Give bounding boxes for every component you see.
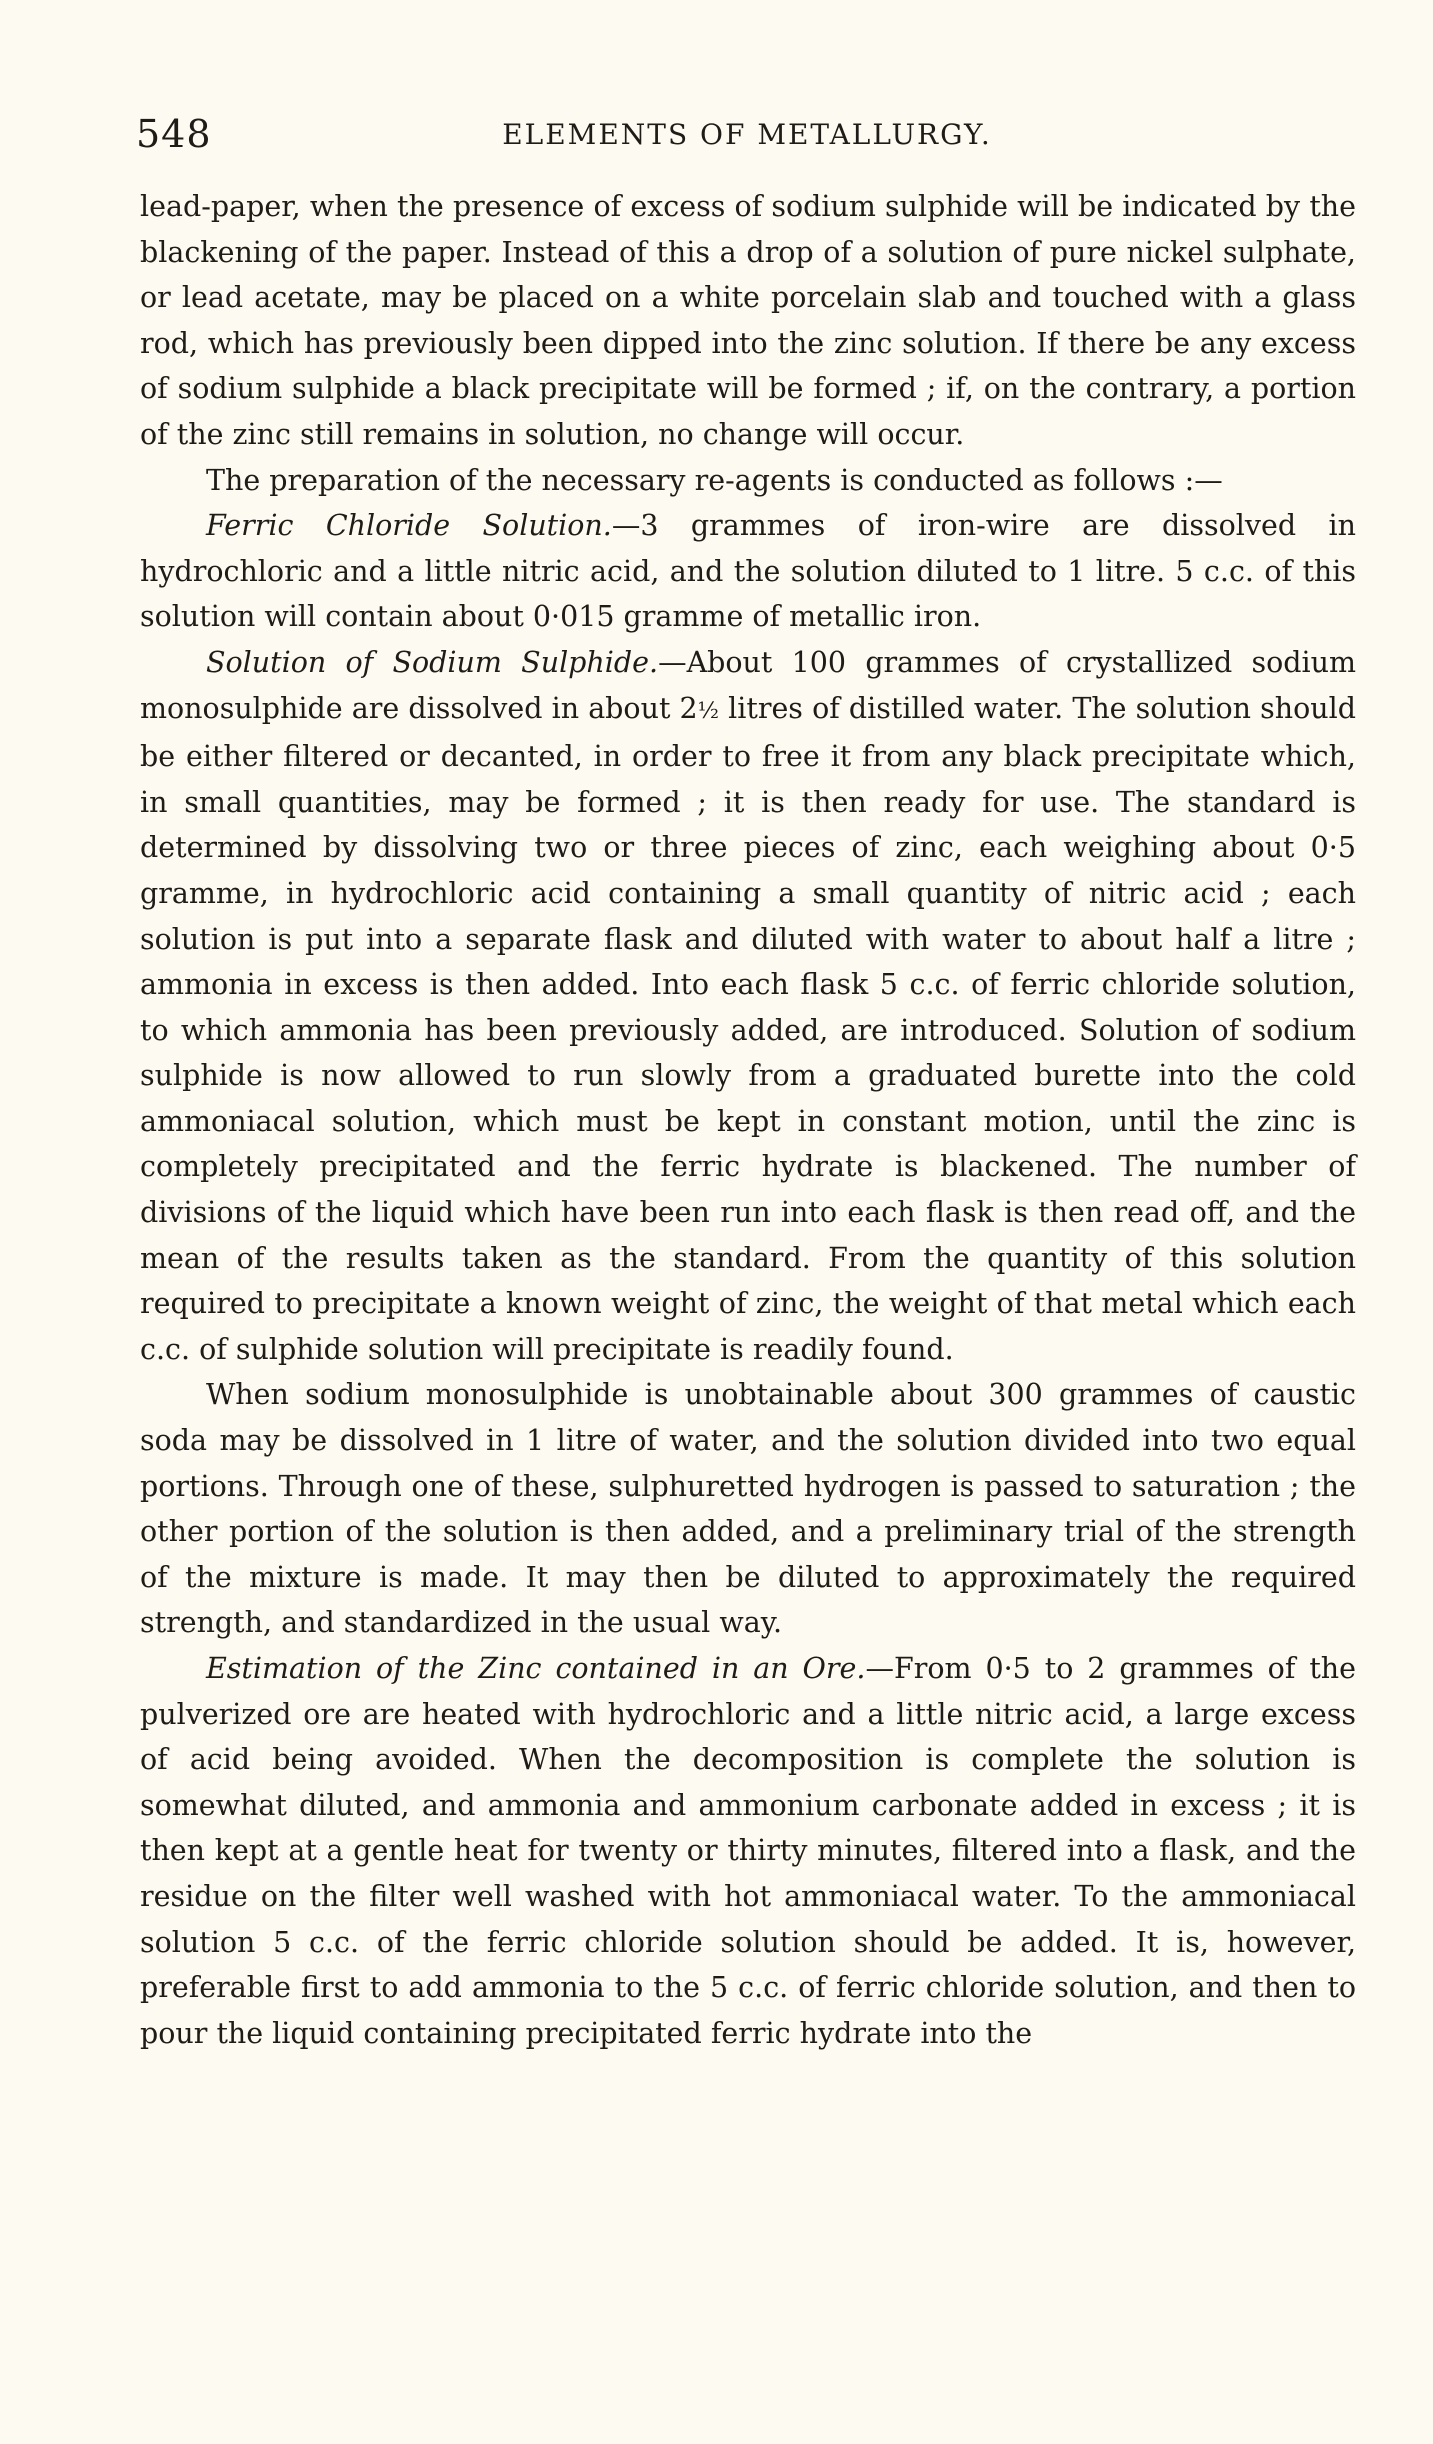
paragraph-text: When sodium monosulphide is unobtainable about 300 grammes of caustic soda may be dissolved in 1 litre of water, and the solution divided into two equal portions. Through one of these, sulphuretted hydrogen is passed to saturation ; the other portion of the solution is then added, and a preliminary trial of the strength of the mixture is made. It may then be diluted to approximately the required strength, and standardized in the usual way. xyxy=(140,1378,1356,1640)
section-heading: Estimation of the Zinc contained in an Ore. xyxy=(206,1652,866,1685)
paragraph-monosulphide-alternative xyxy=(140,1372,1356,1646)
paragraph-text: —About 100 grammes of crystallized sodium monosulphide are dissolved in about 2 xyxy=(140,645,1356,725)
page-header xyxy=(136,112,1358,162)
fraction: ½ xyxy=(697,698,719,724)
paragraph-reagents-intro xyxy=(140,458,1356,504)
paragraph-text: The preparation of the necessary re-agents is conducted as follows :— xyxy=(206,463,1223,497)
paragraph-text: —From 0·5 to 2 grammes of the pulverized ore are heated with hydrochloric and a little nitric acid, a large excess of acid being avoided. When the decomposition is complete the solution is somewhat diluted, and ammonia and ammonium carbonate added in excess ; it is then kept at a gentle heat for twenty or thirty minutes, filtered into a flask, and the residue on the filter well washed with hot ammoniacal water. To the ammoniacal solution 5 c.c. of the ferric chloride solution should be added. It is, however, preferable first to add ammonia to the 5 c.c. of ferric chloride solution, and then to pour the liquid containing precipitated ferric hydrate into the xyxy=(140,1652,1356,2050)
page-number: 548 xyxy=(136,112,212,156)
paragraph-zinc-estimation xyxy=(140,1646,1356,2056)
paragraph-continuation xyxy=(140,184,1356,458)
paragraph-text: litres of distilled water. The solution should be either filtered or decanted, in order to free it from any black precipitate which, in small quantities, may be formed ; it is then ready for use. The standard is determined by dissolving two or three pieces of zinc, each weighing about 0·5 gramme, in hydrochloric acid containing a small quantity of nitric acid ; each solution is put into a separate flask and diluted with water to about half a litre ; ammonia in excess is then added. Into each flask 5 c.c. of ferric chloride solution, to which ammonia has been previously added, are introduced. Solution of sodium sulphide is now allowed to run slowly from a graduated burette into the cold ammoniacal solution, which must be kept in constant motion, until the zinc is completely precipitated and the ferric hydrate is blackened. The number of divisions of the liquid which have been run into each flask is then read off, and the mean of the results taken as the standard. From the quantity of this solution required to precipitate a known weight of zinc, the weight of that metal which each c.c. of sulphide solution will precipitate is readily found. xyxy=(140,691,1357,1366)
paragraph-text: —3 grammes of iron-wire are dissolved in hydrochloric and a little nitric acid, and the solution diluted to 1 litre. 5 c.c. of this solution will contain about 0·015 gramme of metallic iron. xyxy=(140,509,1356,634)
paragraph-text: lead-paper, when the presence of excess of sodium sulphide will be indicated by the blackening of the paper. Instead of this a drop of a solution of pure nickel sulphate, or lead acetate, may be placed on a white porcelain slab and touched with a glass rod, which has previously been dipped into the zinc solution. If there be any excess of sodium sulphide a black precipitate will be formed ; if, on the contrary, a portion of the zinc still remains in solution, no change will occur. xyxy=(140,190,1356,451)
section-heading: Solution of Sodium Sulphide. xyxy=(206,645,659,679)
running-head: ELEMENTS OF METALLURGY. xyxy=(502,118,992,151)
body-text xyxy=(140,184,1356,2056)
paragraph-sodium-sulphide xyxy=(140,640,1356,1373)
section-heading: Ferric Chloride Solution. xyxy=(206,509,612,543)
paragraph-ferric-chloride xyxy=(140,503,1356,640)
